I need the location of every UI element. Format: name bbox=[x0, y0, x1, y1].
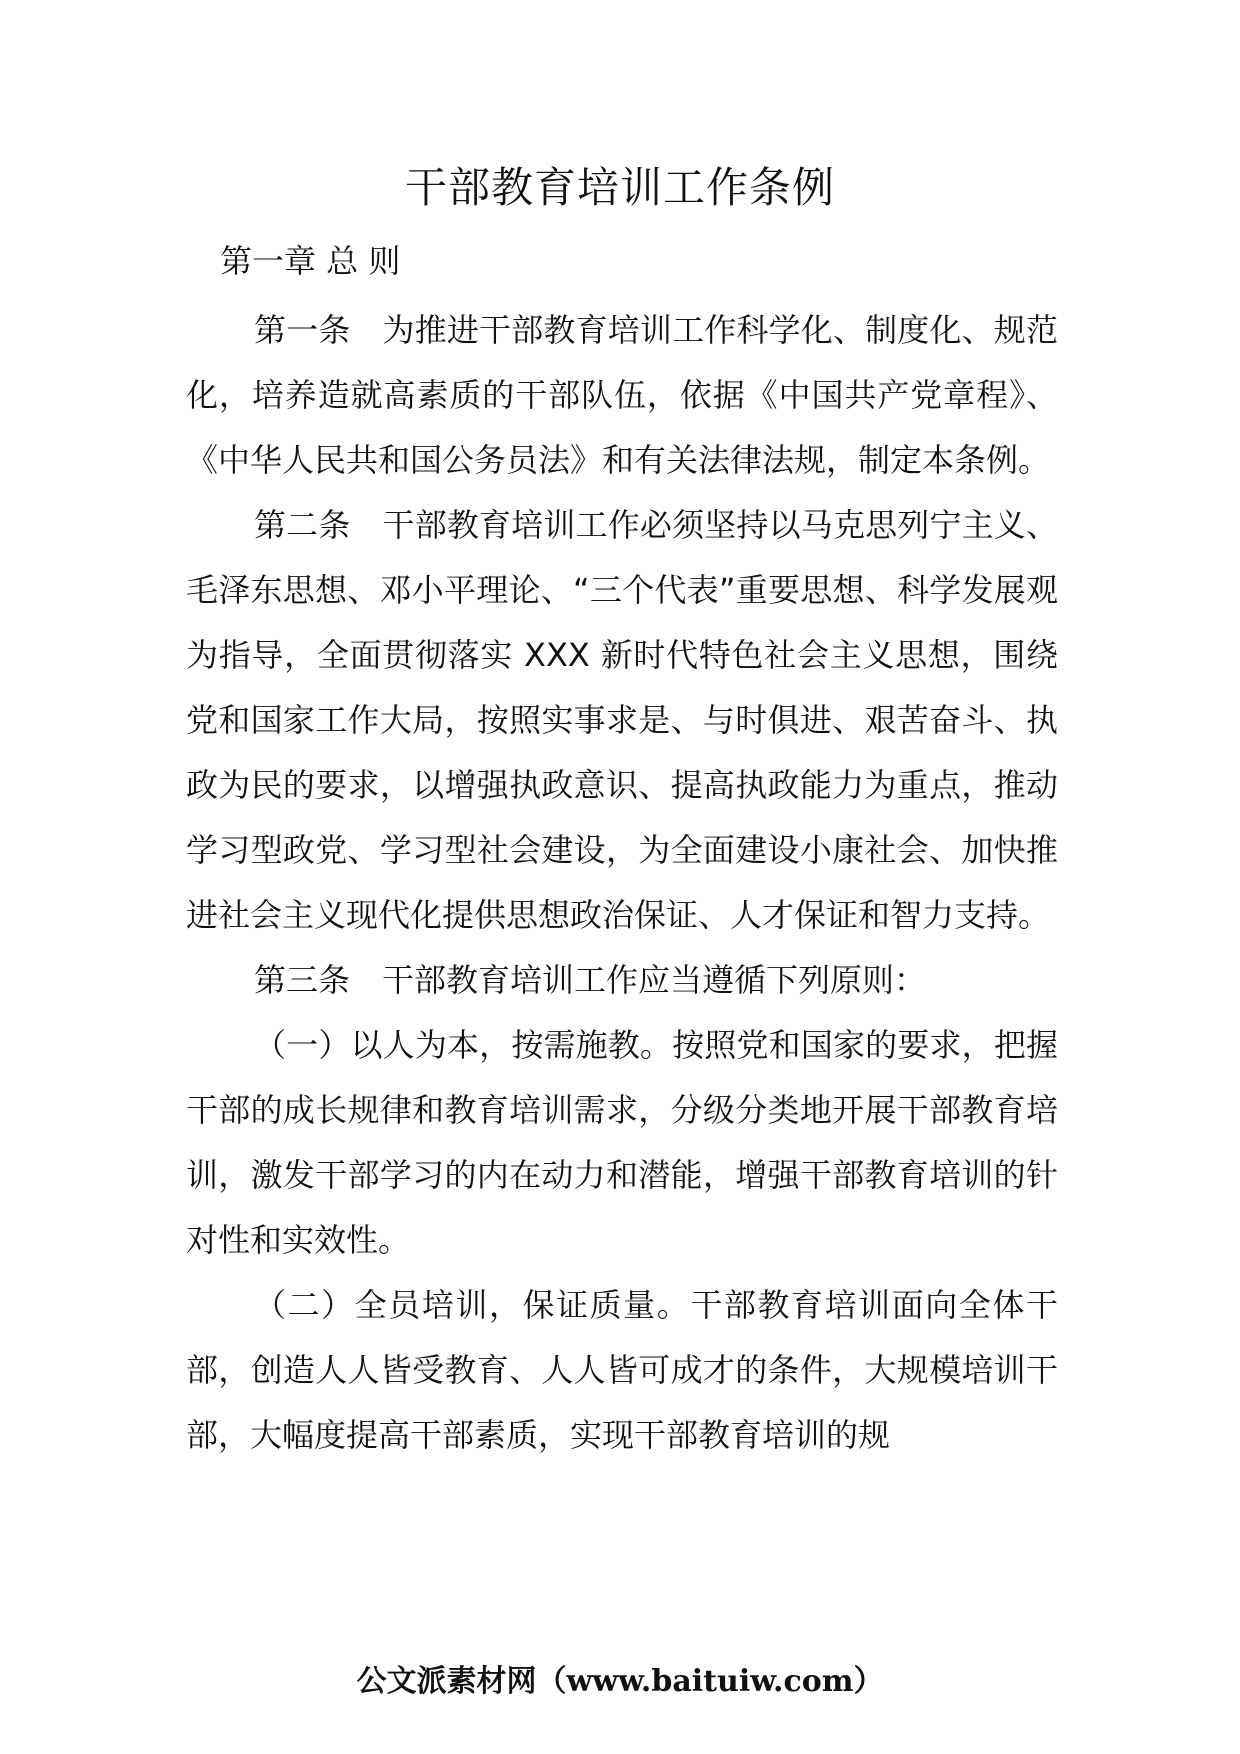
article-number: 第二条 bbox=[254, 506, 351, 544]
principle-paragraph bbox=[186, 1013, 1058, 1273]
article-paragraph bbox=[186, 298, 1058, 493]
article-paragraph bbox=[186, 493, 1058, 948]
document-title: 干部教育培训工作条例 bbox=[404, 163, 835, 212]
principle-text: （二）全员培训，保证质量。干部教育培训面向全体干部，创造人人皆受教育、人人皆可成才的条件，大规模培训干部，大幅度提高干部素质，实现干部教育培训的规 bbox=[186, 1286, 1058, 1454]
article-paragraph bbox=[186, 948, 1058, 1013]
footer-watermark: 公文派素材网（www.baituiw.com） bbox=[356, 1664, 884, 1699]
article-text: 干部教育培训工作必须坚持以马克思列宁主义、毛泽东思想、邓小平理论、“三个代表”重要思想、科学发展观为指导，全面贯彻落实 XXX 新时代特色社会主义思想，围绕党和国家工作大局，按照实事求是、与时俱进、艰苦奋斗、执政为民的要求，以增强执政意识、提高执政能力为重点，推动学习型政党、学习型社会建设，为全面建设小康社会、加快推进社会主义现代化提供思想政治保证、人才保证和智力支持。 bbox=[186, 506, 1058, 934]
article-number: 第三条 bbox=[254, 961, 351, 999]
article-text: 干部教育培训工作应当遵循下列原则： bbox=[382, 961, 927, 999]
article-text: 为推进干部教育培训工作科学化、制度化、规范化，培养造就高素质的干部队伍，依据《中国共产党章程》、《中华人民共和国公务员法》和有关法律法规，制定本条例。 bbox=[186, 311, 1058, 479]
principle-paragraph bbox=[186, 1273, 1058, 1468]
principle-text: （一）以人为本，按需施教。按照党和国家的要求，把握干部的成长规律和教育培训需求，分级分类地开展干部教育培训，激发干部学习的内在动力和潜能，增强干部教育培训的针对性和实效性。 bbox=[186, 1026, 1058, 1259]
article-number: 第一条 bbox=[254, 311, 351, 349]
document-body bbox=[186, 298, 1058, 1468]
chapter-heading: 第一章 总 则 bbox=[220, 242, 401, 280]
